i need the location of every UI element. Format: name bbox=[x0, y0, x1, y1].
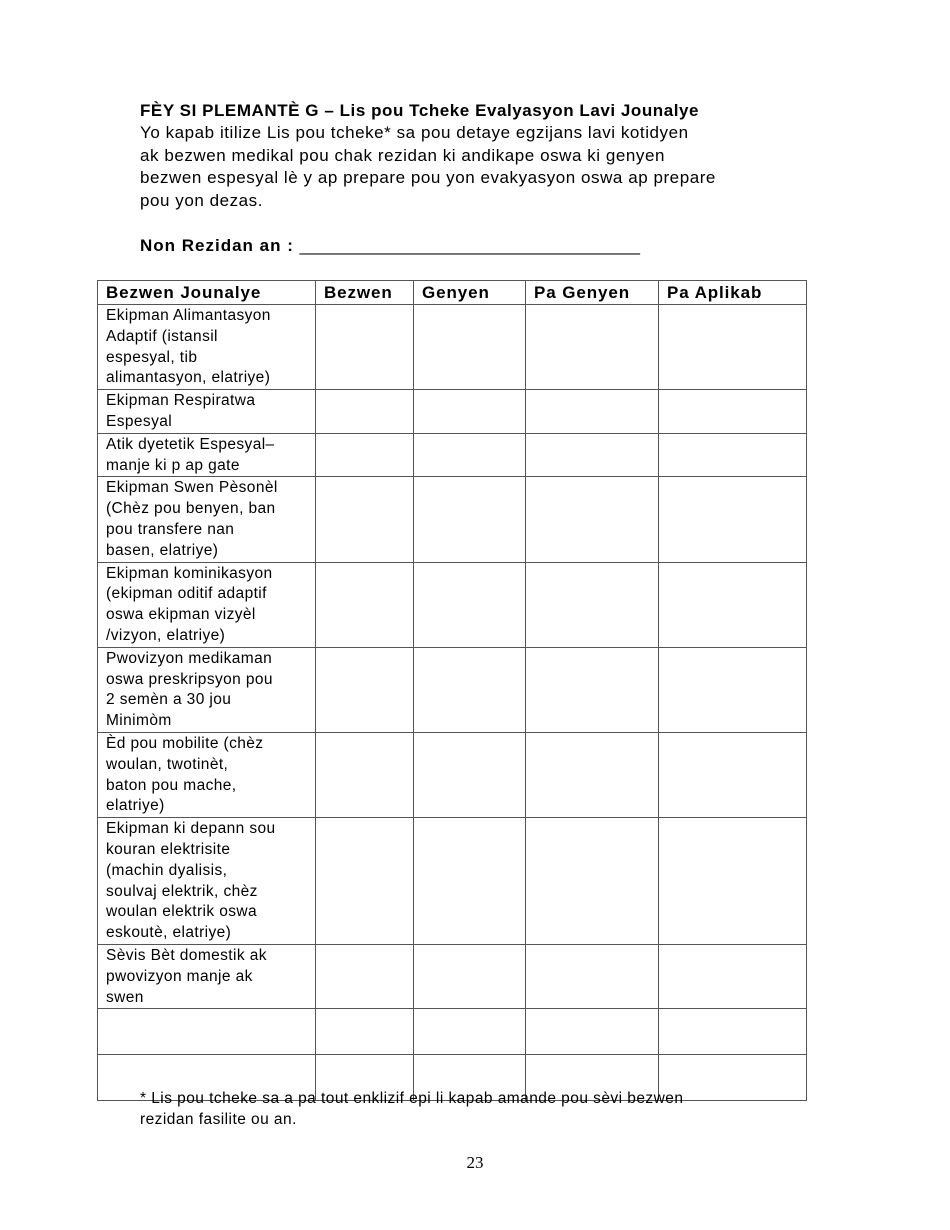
table-row bbox=[98, 562, 807, 647]
check-cell-not-applicable[interactable] bbox=[659, 433, 807, 477]
header-daily-needs: Bezwen Jounalye bbox=[98, 281, 316, 305]
need-line: (machin dyalisis, bbox=[106, 861, 228, 879]
need-line: eskoutè, elatriye) bbox=[106, 924, 232, 942]
need-cell bbox=[98, 818, 316, 945]
need-line: Ekipman Swen Pèsonèl bbox=[106, 479, 278, 497]
check-cell-have[interactable] bbox=[414, 433, 526, 477]
need-cell bbox=[98, 433, 316, 477]
check-cell-need[interactable] bbox=[316, 433, 414, 477]
need-cell bbox=[98, 944, 316, 1008]
check-cell-have[interactable] bbox=[414, 818, 526, 945]
check-cell-do-not-have[interactable] bbox=[526, 562, 659, 647]
check-cell-do-not-have[interactable] bbox=[526, 647, 659, 732]
check-cell-not-applicable[interactable] bbox=[659, 305, 807, 390]
need-line: Ekipman Alimantasyon bbox=[106, 307, 271, 324]
table-row-blank bbox=[98, 1009, 807, 1055]
table-row bbox=[98, 944, 807, 1008]
resident-name-line bbox=[140, 235, 640, 257]
check-cell-not-applicable[interactable] bbox=[659, 647, 807, 732]
intro-line: bezwen espesyal lè y ap prepare pou yon evakyasyon oswa ap prepare bbox=[140, 168, 716, 187]
check-cell-need[interactable] bbox=[316, 732, 414, 817]
check-cell-have[interactable] bbox=[414, 1009, 526, 1055]
footnote-line: * Lis pou tcheke sa a pa tout enklizif epi li kapab amande pou sèvi bezwen bbox=[140, 1090, 684, 1107]
need-line: Ekipman ki depann sou bbox=[106, 820, 276, 838]
table-row bbox=[98, 647, 807, 732]
check-cell-do-not-have[interactable] bbox=[526, 818, 659, 945]
header-need: Bezwen bbox=[316, 281, 414, 305]
need-line: espesyal, tib bbox=[106, 348, 198, 366]
page-number: 23 bbox=[466, 1153, 484, 1172]
header-have: Genyen bbox=[414, 281, 526, 305]
need-line: Atik dyetetik Espesyal– bbox=[106, 435, 275, 453]
need-line: elatriye) bbox=[106, 797, 165, 815]
need-line: baton pou mache, bbox=[106, 776, 237, 794]
need-cell bbox=[98, 477, 316, 562]
check-cell-do-not-have[interactable] bbox=[526, 390, 659, 434]
table-header-row bbox=[98, 281, 807, 305]
need-line: woulan, twotinèt, bbox=[106, 755, 229, 773]
footnote bbox=[140, 1088, 820, 1130]
header-not-applicable: Pa Aplikab bbox=[659, 281, 807, 305]
need-line: Ekipman Respiratwa bbox=[106, 392, 256, 410]
intro-line: Yo kapab itilize Lis pou tcheke* sa pou detaye egzijans lavi kotidyen bbox=[140, 123, 689, 142]
need-line: Sèvis Bèt domestik ak bbox=[106, 946, 267, 964]
need-line: Èd pou mobilite (chèz bbox=[106, 734, 264, 752]
intro-line: pou yon dezas. bbox=[140, 190, 264, 210]
check-cell-do-not-have[interactable] bbox=[526, 477, 659, 562]
check-cell-not-applicable[interactable] bbox=[659, 944, 807, 1008]
need-cell bbox=[98, 305, 316, 390]
need-line: pwovizyon manje ak bbox=[106, 967, 253, 985]
need-line: alimantasyon, elatriye) bbox=[106, 369, 271, 387]
need-line: swen bbox=[106, 988, 144, 1006]
intro-paragraph bbox=[140, 122, 830, 212]
check-cell-do-not-have[interactable] bbox=[526, 944, 659, 1008]
need-line: oswa ekipman vizyèl bbox=[106, 606, 256, 624]
need-line: soulvaj elektrik, chèz bbox=[106, 882, 258, 900]
check-cell-not-applicable[interactable] bbox=[659, 477, 807, 562]
daily-needs-checklist-table bbox=[97, 280, 807, 1101]
check-cell-have[interactable] bbox=[414, 390, 526, 434]
check-cell-not-applicable[interactable] bbox=[659, 732, 807, 817]
need-cell-blank[interactable] bbox=[98, 1009, 316, 1055]
header-do-not-have: Pa Genyen bbox=[526, 281, 659, 305]
check-cell-not-applicable[interactable] bbox=[659, 390, 807, 434]
check-cell-need[interactable] bbox=[316, 477, 414, 562]
resident-name-blank[interactable]: ____________________________________ bbox=[299, 236, 640, 255]
check-cell-have[interactable] bbox=[414, 477, 526, 562]
check-cell-do-not-have[interactable] bbox=[526, 732, 659, 817]
check-cell-need[interactable] bbox=[316, 818, 414, 945]
need-line: basen, elatriye) bbox=[106, 541, 219, 559]
need-line: Minimòm bbox=[106, 712, 172, 730]
need-line: woulan elektrik oswa bbox=[106, 903, 258, 921]
check-cell-need[interactable] bbox=[316, 562, 414, 647]
check-cell-not-applicable[interactable] bbox=[659, 1009, 807, 1055]
need-line: /vizyon, elatriye) bbox=[106, 626, 226, 644]
table-row bbox=[98, 433, 807, 477]
need-line: 2 semèn a 30 jou bbox=[106, 691, 232, 709]
resident-name-label: Non Rezidan an : bbox=[140, 236, 300, 255]
check-cell-need[interactable] bbox=[316, 647, 414, 732]
check-cell-do-not-have[interactable] bbox=[526, 1009, 659, 1055]
check-cell-need[interactable] bbox=[316, 305, 414, 390]
check-cell-need[interactable] bbox=[316, 1009, 414, 1055]
need-line: pou transfere nan bbox=[106, 520, 235, 538]
table-row bbox=[98, 477, 807, 562]
check-cell-do-not-have[interactable] bbox=[526, 305, 659, 390]
check-cell-need[interactable] bbox=[316, 944, 414, 1008]
footnote-line: rezidan fasilite ou an. bbox=[140, 1111, 297, 1128]
need-cell bbox=[98, 562, 316, 647]
need-line: (ekipman oditif adaptif bbox=[106, 585, 267, 603]
page-title: FÈY SI PLEMANTÈ G – Lis pou Tcheke Evalyasyon Lavi Jounalye bbox=[140, 101, 699, 120]
need-line: manje ki p ap gate bbox=[106, 456, 240, 474]
check-cell-need[interactable] bbox=[316, 390, 414, 434]
check-cell-have[interactable] bbox=[414, 562, 526, 647]
check-cell-do-not-have[interactable] bbox=[526, 433, 659, 477]
table-row bbox=[98, 818, 807, 945]
table-row bbox=[98, 305, 807, 390]
need-cell bbox=[98, 647, 316, 732]
need-line: kouran elektrisite bbox=[106, 840, 231, 858]
need-line: Pwovizyon medikaman bbox=[106, 649, 273, 667]
check-cell-have[interactable] bbox=[414, 944, 526, 1008]
check-cell-not-applicable[interactable] bbox=[659, 818, 807, 945]
table-row bbox=[98, 732, 807, 817]
need-cell bbox=[98, 390, 316, 434]
check-cell-have[interactable] bbox=[414, 732, 526, 817]
intro-line: ak bezwen medikal pou chak rezidan ki andikape oswa ki genyen bbox=[140, 145, 665, 165]
check-cell-have[interactable] bbox=[414, 647, 526, 732]
check-cell-have[interactable] bbox=[414, 305, 526, 390]
need-cell bbox=[98, 732, 316, 817]
need-line: Ekipman kominikasyon bbox=[106, 564, 273, 582]
check-cell-not-applicable[interactable] bbox=[659, 562, 807, 647]
need-line: Espesyal bbox=[106, 412, 173, 430]
need-line: oswa preskripsyon pou bbox=[106, 670, 273, 688]
table-row bbox=[98, 390, 807, 434]
need-line: (Chèz pou benyen, ban bbox=[106, 500, 276, 518]
need-line: Adaptif (istansil bbox=[106, 327, 218, 345]
